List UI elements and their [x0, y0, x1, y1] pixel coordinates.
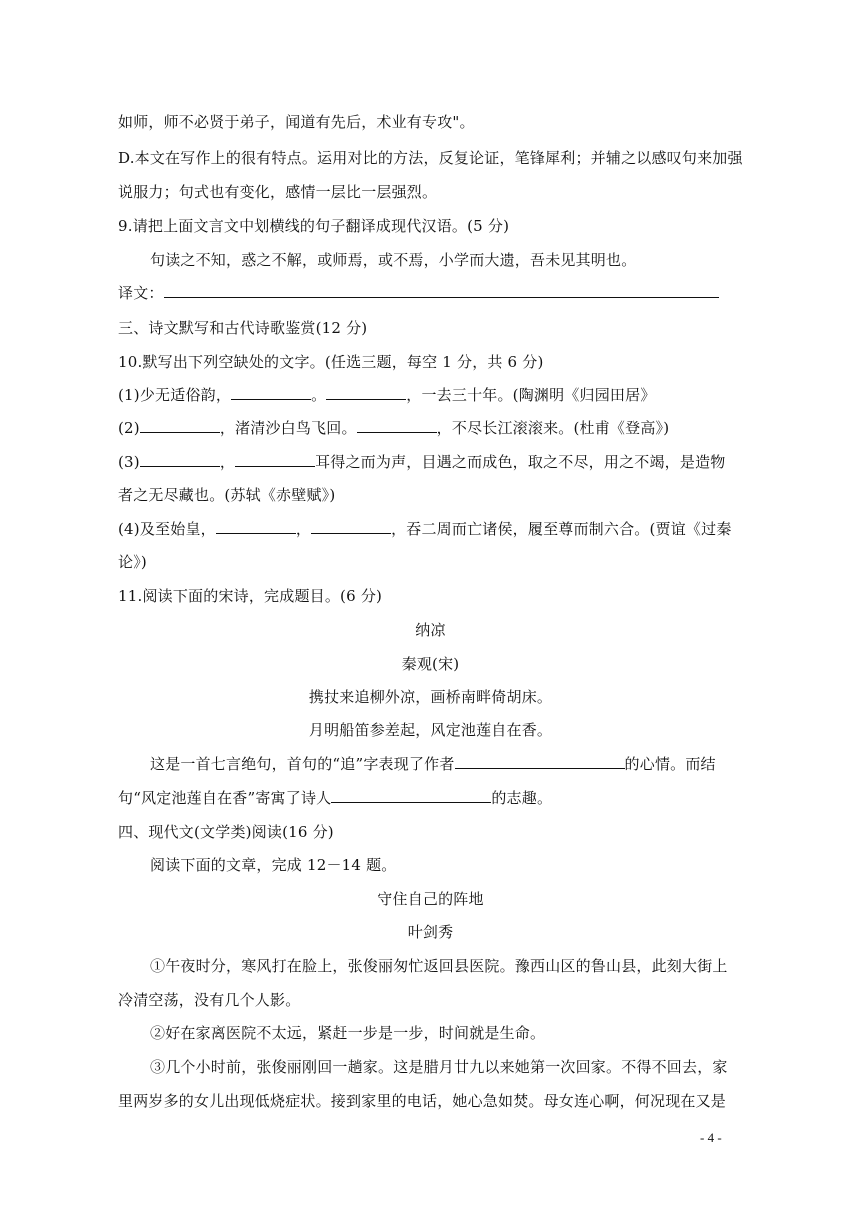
- section-4-heading: 四、现代文(文学类)阅读(16 分): [118, 823, 334, 841]
- item-text: ，: [219, 453, 236, 471]
- item-text: 耳得之而为声，目遇之而成色，取之不尽，用之不竭，是造物: [315, 453, 726, 471]
- poem-line: 月明船笛参差起，风定池莲自在香。: [308, 721, 553, 739]
- answer-blank: [216, 519, 296, 534]
- answer-blank: [331, 788, 491, 803]
- recitation-item-1: [118, 385, 743, 405]
- answer-blank: [326, 385, 406, 400]
- text-line: 说服力；句式也有变化，感情一层比一层强烈。: [118, 183, 438, 201]
- item-text: (1)少无适俗韵，: [118, 386, 232, 404]
- translation-label: 译文：: [118, 284, 164, 302]
- translation-sentence: 句读之不知，惑之不解，或师焉，或不焉，小学而大遗，吾未见其明也。: [150, 251, 637, 269]
- answer-blank: [455, 754, 625, 769]
- text-line: 者之无尽藏也。(苏轼《赤壁赋》): [118, 486, 336, 504]
- text-line: 论》): [118, 553, 147, 571]
- item-text: (4)及至始皇，: [118, 520, 216, 538]
- page-number: - 4 -: [700, 1130, 722, 1145]
- item-text: (3): [118, 453, 140, 471]
- poem-question: [150, 754, 743, 774]
- question-10: 10.默写出下列空缺处的文字。(任选三题，每空 1 分，共 6 分): [118, 353, 544, 371]
- paragraph-1: ①午夜时分，寒风打在脸上，张俊丽匆忙返回县医院。豫西山区的鲁山县，此刻大街上: [150, 957, 728, 975]
- poem-title: 纳凉: [415, 621, 446, 639]
- answer-blank: [231, 385, 311, 400]
- answer-blank: [140, 452, 220, 467]
- item-text: ，一去三十年。(陶渊明《归园田居》: [406, 386, 656, 404]
- answer-blank: [357, 418, 437, 433]
- paragraph-3: ③几个小时前，张俊丽刚回一趟家。这是腊月廿九以来她第一次回家。不得不回去，家: [150, 1058, 728, 1076]
- article-author: 叶剑秀: [407, 923, 454, 941]
- question-9: 9.请把上面文言文中划横线的句子翻译成现代汉语。(5 分): [118, 217, 510, 235]
- reading-instruction: 阅读下面的文章，完成 12－14 题。: [150, 856, 397, 874]
- item-text: ，不尽长江滚滚来。(杜甫《登高》): [436, 419, 670, 437]
- article-title: 守住自己的阵地: [377, 890, 484, 908]
- text-line: 如师，师不必贤于弟子，闻道有先后，术业有专攻"。: [118, 113, 475, 131]
- item-text: 。: [311, 386, 327, 404]
- item-text: ，吞二周而亡诸侯，履至尊而制六合。(贾谊《过秦: [391, 520, 732, 538]
- answer-blank: [140, 418, 220, 433]
- poem-line: 携扙来追柳外凉，画桥南畔倚胡床。: [308, 688, 553, 706]
- poem-question: [118, 788, 743, 808]
- item-text: 这是一首七言绝句，首句的“追”字表现了作者: [150, 755, 455, 773]
- item-text: ，渚清沙白鸟飞回。: [219, 419, 357, 437]
- item-text: (2): [118, 419, 140, 437]
- paragraph-3-cont: 里两岁多的女儿出现低烧症状。接到家里的电话，她心急如焚。母女连心啊，何况现在又是: [118, 1092, 727, 1110]
- answer-blank: [164, 283, 719, 298]
- item-text: 的心情。而结: [624, 755, 716, 773]
- text-line: D.本文在写作上的很有特点。运用对比的方法，反复论证，笔锋犀利；并辅之以感叹句来加强: [118, 149, 743, 167]
- recitation-item-3: [118, 452, 743, 472]
- section-3-heading: 三、诗文默写和古代诗歌鉴赏(12 分): [118, 319, 368, 337]
- paragraph-1-cont: 冷清空荡，没有几个人影。: [118, 991, 301, 1009]
- recitation-item-4: [118, 519, 743, 539]
- question-11: 11.阅读下面的宋诗，完成题目。(6 分): [118, 587, 383, 605]
- recitation-item-2: [118, 418, 743, 438]
- item-text: 的志趣。: [491, 789, 553, 807]
- item-text: ，: [295, 520, 312, 538]
- paragraph-2: ②好在家离医院不太远，紧赶一步是一步，时间就是生命。: [150, 1024, 546, 1042]
- translation-answer-line: [118, 283, 743, 303]
- answer-blank: [235, 452, 315, 467]
- poem-author: 秦观(宋): [401, 655, 460, 673]
- answer-blank: [311, 519, 391, 534]
- item-text: 句“风定池莲自在香”寄寓了诗人: [118, 789, 332, 807]
